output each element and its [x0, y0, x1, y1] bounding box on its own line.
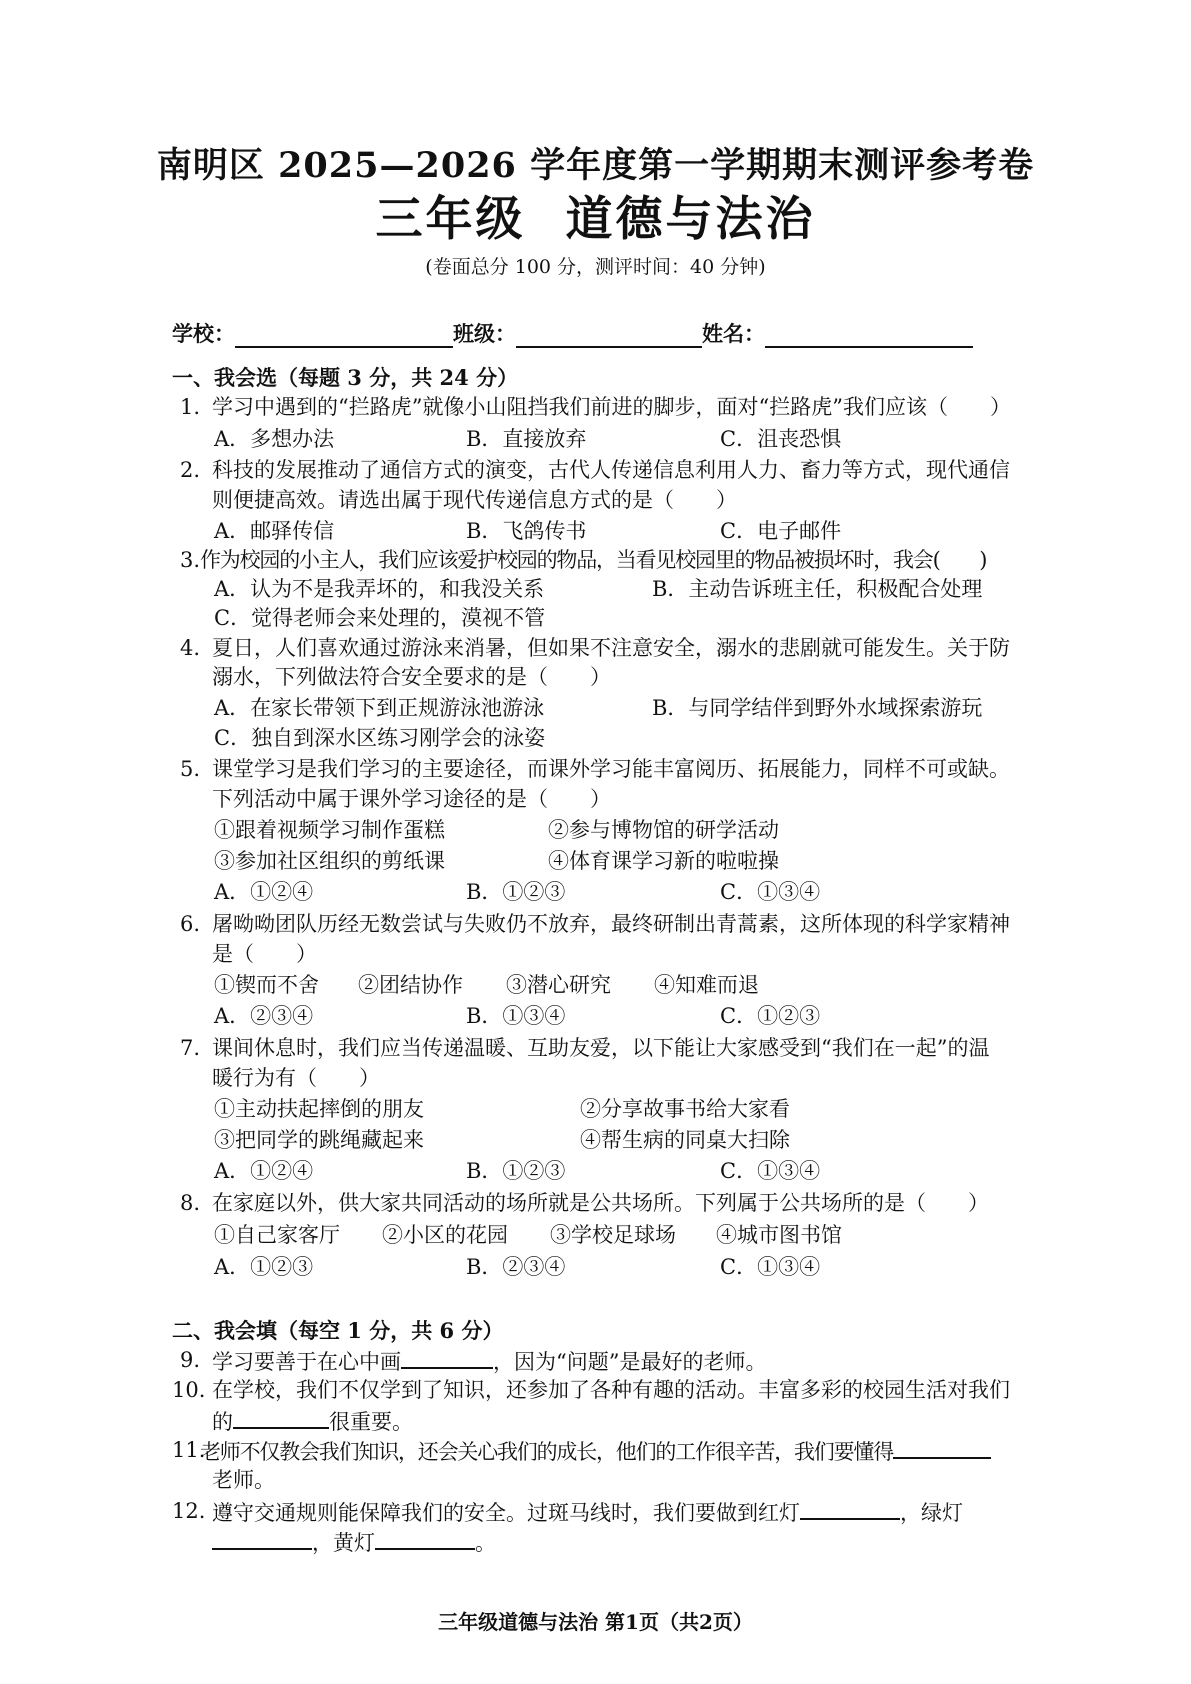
- q8-item-3: ③学校足球场: [550, 1223, 676, 1247]
- q6-option-c: C．①②③: [720, 1004, 821, 1028]
- q5-option-a: A．①②④: [214, 880, 314, 904]
- q2-text-line1: 科技的发展推动了通信方式的演变，古代人传递信息利用人力、畜力等方式，现代通信: [212, 458, 1010, 482]
- q12-text-line2: [212, 1526, 496, 1558]
- q12-blank-yellow[interactable]: [375, 1526, 475, 1550]
- q4-text-line2: 溺水，下列做法符合安全要求的是（ ）: [212, 665, 611, 689]
- q7-item-1: ①主动扶起摔倒的朋友: [214, 1097, 424, 1121]
- q8-option-a: A．①②③: [214, 1255, 314, 1279]
- q12-blank-red[interactable]: [800, 1496, 900, 1520]
- q3-option-a: A．认为不是我弄坏的，和我没关系: [214, 577, 545, 601]
- name-label: 姓名：: [702, 321, 765, 346]
- q2-number: 2.: [180, 458, 201, 482]
- class-label: 班级：: [453, 321, 516, 346]
- q6-number: 6.: [180, 912, 201, 936]
- q8-text: 在家庭以外，供大家共同活动的场所就是公共场所。下列属于公共场所的是（ ）: [212, 1191, 989, 1215]
- q7-option-c: C．①③④: [720, 1159, 821, 1183]
- q8-number: 8.: [180, 1191, 201, 1215]
- q7-item-4: ④帮生病的同桌大扫除: [580, 1128, 790, 1152]
- q7-option-b: B．①②③: [466, 1159, 566, 1183]
- q2-option-b: B．飞鸽传书: [466, 519, 587, 543]
- q9-text-post: ，因为“问题”是最好的老师。: [493, 1350, 767, 1374]
- q6-option-a: A．②③④: [214, 1004, 314, 1028]
- q2-option-a: A．邮驿传信: [214, 519, 335, 543]
- grade-label: 三年级: [375, 192, 526, 247]
- section-1-title: 一、我会选（每题 3 分，共 24 分）: [172, 365, 519, 390]
- q5-number: 5.: [180, 757, 201, 781]
- q12-number: 12.: [172, 1499, 206, 1523]
- q5-text-line1: 课堂学习是我们学习的主要途径，而课外学习能丰富阅历、拓展能力，同样不可或缺。: [212, 757, 1010, 781]
- q9-text: [212, 1345, 766, 1377]
- q12-text-green: ，绿灯: [900, 1501, 963, 1525]
- q1-option-a: A．多想办法: [214, 427, 335, 451]
- q3-option-c: C．觉得老师会来处理的，漠视不管: [214, 606, 546, 630]
- q8-item-2: ②小区的花园: [382, 1223, 508, 1247]
- q4-number: 4.: [180, 636, 201, 660]
- q5-item-3: ③参加社区组织的剪纸课: [214, 849, 445, 873]
- q10-text-line1: 在学校，我们不仅学到了知识，还参加了各种有趣的活动。丰富多彩的校园生活对我们: [212, 1378, 1010, 1402]
- q9-number: 9.: [180, 1348, 201, 1372]
- q1-option-c: C．沮丧恐惧: [720, 427, 842, 451]
- q7-item-3: ③把同学的跳绳藏起来: [214, 1128, 424, 1152]
- q8-item-1: ①自己家客厅: [214, 1223, 340, 1247]
- q1-number: 1.: [180, 395, 201, 419]
- exam-subtitle: (卷面总分 100 分，测评时间：40 分钟): [425, 256, 766, 278]
- student-info-line: [172, 318, 973, 348]
- q4-option-c: C．独自到深水区练习刚学会的泳姿: [214, 726, 546, 750]
- q4-option-b: B．与同学结伴到野外水域探索游玩: [652, 696, 983, 720]
- exam-title: 南明区 2025—2026 学年度第一学期期末测评参考卷: [156, 145, 1035, 186]
- q5-option-c: C．①③④: [720, 880, 821, 904]
- school-field[interactable]: [235, 322, 453, 348]
- q6-item-1: ①锲而不舍: [214, 973, 319, 997]
- q11-text-line2: 老师。: [212, 1468, 275, 1492]
- q6-item-2: ②团结协作: [358, 973, 463, 997]
- q7-text-line1: 课间休息时，我们应当传递温暖、互助友爱，以下能让大家感受到“我们在一起”的温: [212, 1036, 990, 1060]
- q12-text-line1: [212, 1496, 963, 1528]
- q6-item-4: ④知难而退: [654, 973, 759, 997]
- q2-option-c: C．电子邮件: [720, 519, 842, 543]
- q9-text-pre: 学习要善于在心中画: [212, 1350, 401, 1374]
- subject-label: 道德与法治: [565, 192, 816, 247]
- q5-option-b: B．①②③: [466, 880, 566, 904]
- q2-text-line2: 则便捷高效。请选出属于现代传递信息方式的是（ ）: [212, 488, 737, 512]
- q11-blank[interactable]: [893, 1435, 991, 1459]
- q7-text-line2: 暖行为有（ ）: [212, 1066, 380, 1090]
- q3-option-b: B．主动告诉班主任，积极配合处理: [652, 577, 983, 601]
- q4-text-line1: 夏日，人们喜欢通过游泳来消暑，但如果不注意安全，溺水的悲剧就可能发生。关于防: [212, 636, 1010, 660]
- q11-number: 11.: [172, 1438, 206, 1462]
- q4-option-a: A．在家长带领下到正规游泳池游泳: [214, 696, 545, 720]
- q11-text: 老师不仅教会我们知识，还会关心我们的成长，他们的工作很辛苦，我们要懂得: [200, 1440, 893, 1464]
- section-2-title: 二、我会填（每空 1 分，共 6 分）: [172, 1318, 504, 1343]
- q5-item-1: ①跟着视频学习制作蛋糕: [214, 818, 445, 842]
- q10-number: 10.: [172, 1378, 206, 1402]
- q5-text-line2: 下列活动中属于课外学习途径的是（ ）: [212, 787, 611, 811]
- q12-text-end: 。: [475, 1531, 496, 1555]
- q8-option-c: C．①③④: [720, 1255, 821, 1279]
- q6-item-3: ③潜心研究: [506, 973, 611, 997]
- q6-text-line1: 屠呦呦团队历经无数尝试与失败仍不放弃，最终研制出青蒿素，这所体现的科学家精神: [212, 912, 1010, 936]
- q10-text-line2: [212, 1405, 413, 1437]
- q10-text-post: 很重要。: [329, 1410, 413, 1434]
- q7-number: 7.: [180, 1036, 201, 1060]
- q1-option-b: B．直接放弃: [466, 427, 587, 451]
- q12-blank-green[interactable]: [212, 1526, 312, 1550]
- exam-grade-subject: [0, 182, 1191, 249]
- class-field[interactable]: [516, 322, 702, 348]
- q3-text: 作为校园的小主人，我们应该爱护校园的物品，当看见校园里的物品被损坏时，我会( ): [200, 548, 987, 572]
- q6-option-b: B．①③④: [466, 1004, 566, 1028]
- q5-item-2: ②参与博物馆的研学活动: [548, 818, 779, 842]
- q6-text-line2: 是（ ）: [212, 942, 317, 966]
- q11-text-line1: [200, 1435, 991, 1467]
- q5-item-4: ④体育课学习新的啦啦操: [548, 849, 779, 873]
- q7-option-a: A．①②④: [214, 1159, 314, 1183]
- page-footer: 三年级道德与法治 第1页（共2页）: [438, 1610, 753, 1634]
- q12-text: 遵守交通规则能保障我们的安全。过斑马线时，我们要做到红灯: [212, 1501, 800, 1525]
- q8-option-b: B．②③④: [466, 1255, 566, 1279]
- q10-text-pre: 的: [212, 1410, 233, 1434]
- q1-text: 学习中遇到的“拦路虎”就像小山阻挡我们前进的脚步，面对“拦路虎”我们应该（ ）: [212, 395, 1011, 419]
- q12-text-yellow: ，黄灯: [312, 1531, 375, 1555]
- q10-blank[interactable]: [233, 1405, 329, 1429]
- q8-item-4: ④城市图书馆: [716, 1223, 842, 1247]
- q3-number: 3.: [180, 548, 201, 572]
- q7-item-2: ②分享故事书给大家看: [580, 1097, 790, 1121]
- q9-blank[interactable]: [401, 1345, 493, 1369]
- name-field[interactable]: [765, 322, 973, 348]
- school-label: 学校：: [172, 321, 235, 346]
